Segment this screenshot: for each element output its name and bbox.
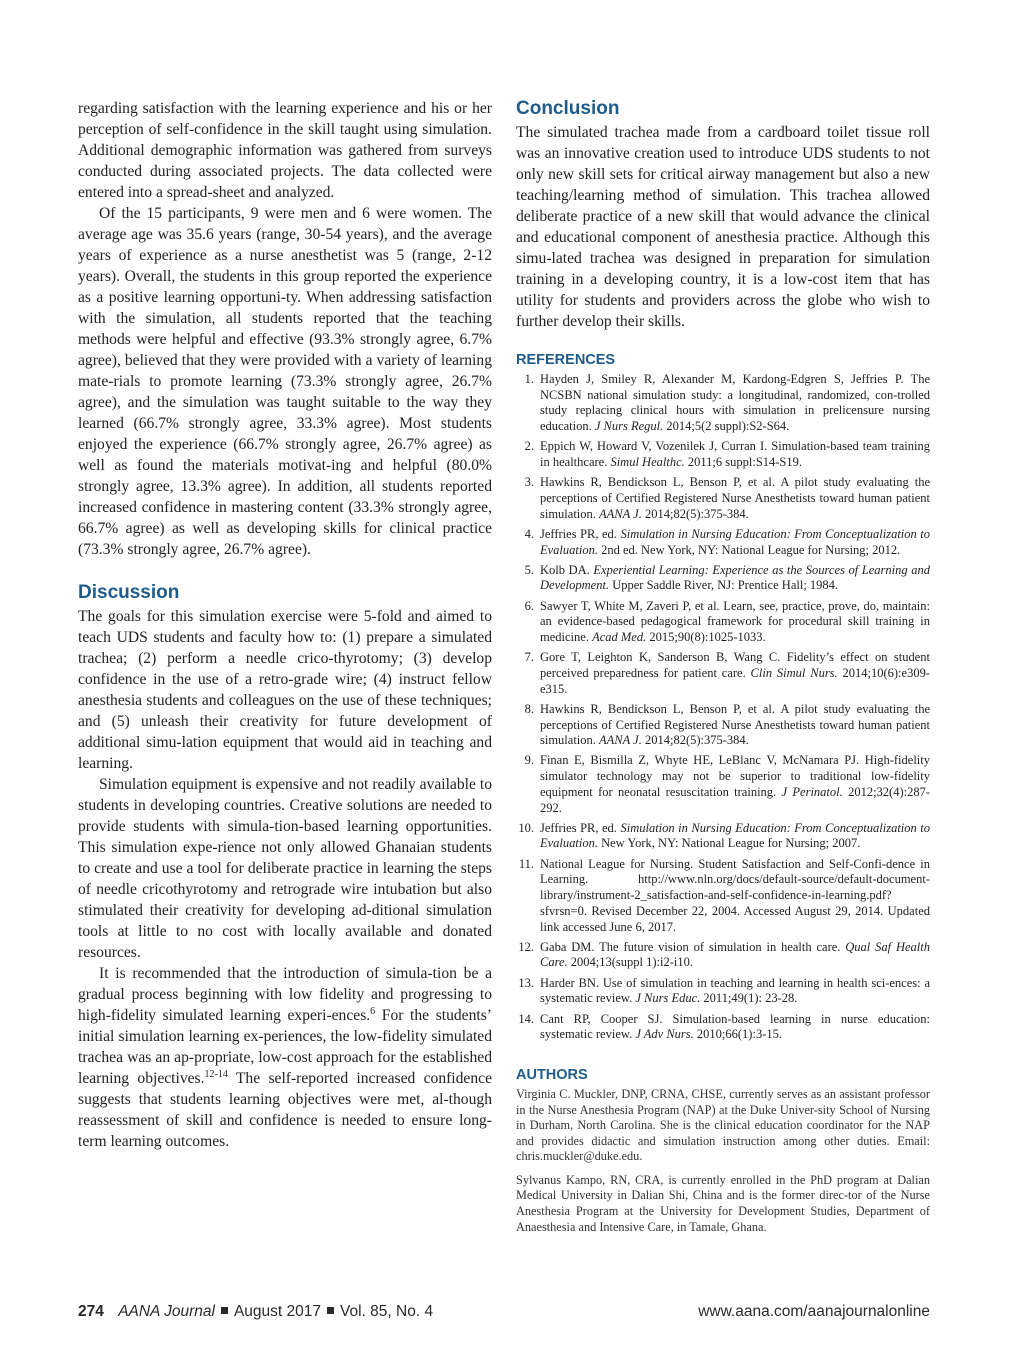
italic-title: Experiential Learning: Experience as the Sources of Learning and Development. xyxy=(540,562,930,593)
reference-number: 7. xyxy=(524,650,534,665)
reference-item: 6. Sawyer T, White M, Zaveri P, et al. Learn, see, practice, prove, do, maintain: an evidence-based pedagogical framework for procedural skill training in medicine. Acad Med. 2015;90(8):1025-1033. xyxy=(516,599,930,646)
reference-number: 10. xyxy=(518,820,534,835)
authors-heading: AUTHORS xyxy=(516,1066,588,1083)
reference-number: 1. xyxy=(524,372,534,386)
author-bio: Sylvanus Kampo, RN, CRA, is currently enrolled in the PhD program at Dalian Medical University in Dalian Shi, China and is the former direc-tor of the Nurse Anesthesia Program at the University for Development Studies, Department of Anaesthesia and Intensive Care, in Tamale, Ghana. xyxy=(516,1172,930,1234)
italic-title: AANA J. xyxy=(599,506,642,521)
reference-number: 9. xyxy=(524,753,534,768)
body-paragraph: It is recommended that the introduction of simula-tion be a gradual process beginning with low fidelity and progressing to high-fidelity simulated learning experi-ences.$^6$ For the students’ initial simulation learning ex-periences, the low-fidelity simulated trachea was an ap-propriate, low-cost approach for the established learning objectives.$^{12-14}$ The self-reported increased confidence suggests that students learning objectives were met, al-though reassessment of skill and confidence is needed to ensure long-term learning outcomes. xyxy=(78,965,492,1150)
reference-item: 8. Hawkins R, Bendickson L, Benson P, et al. A pilot study evaluating the perceptions of Certified Registered Nurse Anesthetists toward human patient simulation. AANA J. 2014;82(5):375-384. xyxy=(516,702,930,749)
reference-item: 4. Jeffries PR, ed. Simulation in Nursing Education: From Conceptualization to Evaluation. 2nd ed. New York, NY: National League for Nursing; 2012. xyxy=(516,527,930,558)
reference-item: 1. Hayden J, Smiley R, Alexander M, Kardong-Edgren S, Jeffries P. The NCSBN national simulation study: a longitudinal, randomized, con-trolled study replacing clinical hours with simulation in prelicensure nursing education. J Nurs Regul. 2014;5(2 suppl):S2-S64. xyxy=(516,372,930,435)
reference-number: 5. xyxy=(524,562,534,577)
reference-item: 7. Gore T, Leighton K, Sanderson B, Wang C. Fidelity’s effect on student perceived preparedness for patient care. Clin Simul Nurs. 2014;10(6):e309-e315. xyxy=(516,650,930,697)
reference-item: 11. National League for Nursing. Student Satisfaction and Self-Confi-dence in Learning. http://www.nln.org/docs/default-source/default-document-library/instrument-2_satisfaction-and-self-confidence-in-learning.pdf?sfvrsn=0. Revised December 22, 2004. Accessed August 29, 2014. Updated link accessed June 6, 2017. xyxy=(516,857,930,936)
page-footer xyxy=(78,1303,930,1325)
discussion-text xyxy=(78,606,492,1152)
conclusion-text xyxy=(516,122,930,332)
body-paragraph: Of the 15 participants, 9 were men and 6 were women. The average age was 35.6 years (range, 30-54 years), and the average years of experience as a nurse anesthetist was 5 (range, 2-12 years). Overall, the students in this group reported the experience as a positive learning opportuni-ty. When addressing satisfaction with the simulation, all students reported that the teaching methods were helpful and effective (93.3% strongly agree, 6.7% agree), believed that they were provided with a variety of learning mate-rials to promote learning (73.3% strongly agree, 26.7% agree), and the simulation was taught suitable to the way they learned (66.7% strongly agree, 33.3% agree). Most students enjoyed the experience (66.7% strongly agree, 26.7% agree) as well as found the materials motivat-ing and helpful (80.0% strongly agree, 13.3% agree). In addition, all students reported increased confidence in mastering content (33.3% strongly agree, 66.7% agree) as well as developing skills for clinical practice (73.3% strongly agree, 26.7% agree). xyxy=(78,205,492,558)
reference-item: 14. Cant RP, Cooper SJ. Simulation-based learning in nurse education: systematic review. J Adv Nurs. 2010;66(1):3-15. xyxy=(516,1012,930,1043)
reference-item: 5. Kolb DA. Experiential Learning: Experience as the Sources of Learning and Development. Upper Saddle River, NJ: Prentice Hall; 1984. xyxy=(516,563,930,594)
author-bio: Virginia C. Muckler, DNP, CRNA, CHSE, currently serves as an assistant professor in the Nurse Anesthesia Program (NAP) at the Duke Univer-sity School of Nursing in Durham, North Carolina. She is the clinical education coordinator for the NAP and provides didactic and simulation instruction among other duties. Email: chris.muckler@duke.edu. xyxy=(516,1086,930,1164)
italic-title: J Adv Nurs. xyxy=(635,1027,694,1042)
left-column xyxy=(78,98,492,1152)
citation-superscript: 6 xyxy=(370,1005,376,1017)
intro-text xyxy=(78,98,492,560)
citation-superscript: 12-14 xyxy=(204,1068,228,1080)
reference-item: 2. Eppich W, Howard V, Vozenilek J, Curran I. Simulation-based team training in healthcare. Simul Healthc. 2011;6 suppl:S14-S19. xyxy=(516,439,930,470)
reference-number: 4. xyxy=(524,526,534,541)
reference-list xyxy=(516,372,930,1043)
reference-number: 12. xyxy=(518,939,534,954)
journal-url-link[interactable]: www.aana.com/aanajournalonline xyxy=(698,1303,930,1320)
body-paragraph: regarding satisfaction with the learning experience and his or her perception of self-confidence in the skill taught using simulation. Additional demographic information was gathered from surveys conducted during associated projects. The data collected were entered into a spread-sheet and analyzed. xyxy=(78,100,492,201)
square-bullet-icon xyxy=(327,1307,334,1314)
reference-item: 10. Jeffries PR, ed. Simulation in Nursing Education: From Conceptualization to Evaluation. New York, NY: National League for Nursing; 2007. xyxy=(516,821,930,852)
issue-date: August 2017 xyxy=(233,1303,322,1320)
italic-title: Acad Med. xyxy=(592,630,647,645)
reference-item: 13. Harder BN. Use of simulation in teaching and learning in health sci-ences: a systematic review. J Nurs Educ. 2011;49(1): 23-28. xyxy=(516,976,930,1007)
italic-title: J Nurs Educ. xyxy=(635,991,701,1006)
right-column xyxy=(516,98,930,1243)
footer-citation xyxy=(78,1303,433,1321)
reference-item: 12. Gaba DM. The future vision of simulation in health care. Qual Saf Health Care. 2004;13(suppl 1):i2-i10. xyxy=(516,940,930,971)
reference-number: 8. xyxy=(524,701,534,716)
discussion-heading: Discussion xyxy=(78,582,180,603)
reference-item: 9. Finan E, Bismilla Z, Whyte HE, LeBlanc V, McNamara PJ. High-fidelity simulator technology may not be superior to traditional low-fidelity equipment for neonatal resuscitation training. J Perinatol. 2012;32(4):287-292. xyxy=(516,753,930,816)
body-paragraph: The goals for this simulation exercise were 5-fold and aimed to teach UDS students and faculty how to: (1) prepare a simulated trachea; (2) perform a needle crico-thyrotomy; (3) develop confidence in the use of a retro-grade wire; (4) instruct fellow anesthesia students and colleagues on the use of these techniques; and (5) unleash their creativity for future development of additional simu-lation equipment that would aid in teaching and learning. xyxy=(78,608,492,772)
body-paragraph: The simulated trachea made from a cardboard toilet tissue roll was an innovative creation used to introduce UDS students to not only new skill sets for critical airway management but also a new teaching/learning method of simulation. This trachea allowed deliberate practice of a new skill that would advance the clinical and educational component of anesthesia practice. Although this simu-lated trachea was designed in preparation for simulation training in a developing country, it is a low-cost item that has utility for students and providers across the globe who wish to further develop their skills. xyxy=(516,124,930,330)
reference-number: 11. xyxy=(518,856,534,871)
italic-title: Simul Healthc. xyxy=(610,455,685,470)
page-number: 274 xyxy=(78,1303,104,1320)
conclusion-heading: Conclusion xyxy=(516,98,620,119)
italic-title: Qual Saf Health Care. xyxy=(540,939,931,970)
italic-title: AANA J. xyxy=(599,733,642,748)
body-paragraph: Simulation equipment is expensive and not readily available to students in developing countries. Creative solutions are needed to provide students with simula-tion-based learning opportunities. This simulation expe-rience not only allowed Ghanaian students to create and use a tool for deliberate practice in learning the steps of needle cricothyrotomy and retrograde wire intubation but also stimulated their creativity for developing ad-ditional simulation tools at little to no cost with locally available and donated resources. xyxy=(78,776,492,961)
italic-title: Simulation in Nursing Education: From Conceptualization to Evaluation. xyxy=(540,820,931,851)
square-bullet-icon xyxy=(221,1307,228,1314)
reference-number: 14. xyxy=(518,1011,534,1026)
references-heading: REFERENCES xyxy=(516,352,616,368)
italic-title: Clin Simul Nurs. xyxy=(750,665,838,680)
reference-number: 2. xyxy=(524,439,534,454)
italic-title: J Nurs Regul. xyxy=(594,419,664,434)
authors-text xyxy=(516,1087,930,1235)
italic-title: Simulation in Nursing Education: From Conceptualization to Evaluation. xyxy=(540,526,931,557)
volume-info: Vol. 85, No. 4 xyxy=(340,1303,434,1320)
reference-item: 3. Hawkins R, Bendickson L, Benson P, et al. A pilot study evaluating the perceptions of Certified Registered Nurse Anesthetists toward human patient simulation. AANA J. 2014;82(5):375-384. xyxy=(516,475,930,522)
journal-name: AANA Journal xyxy=(118,1303,215,1320)
italic-title: J Perinatol. xyxy=(781,784,843,799)
reference-number: 13. xyxy=(518,975,534,990)
reference-number: 6. xyxy=(524,598,534,613)
reference-number: 3. xyxy=(524,475,534,490)
